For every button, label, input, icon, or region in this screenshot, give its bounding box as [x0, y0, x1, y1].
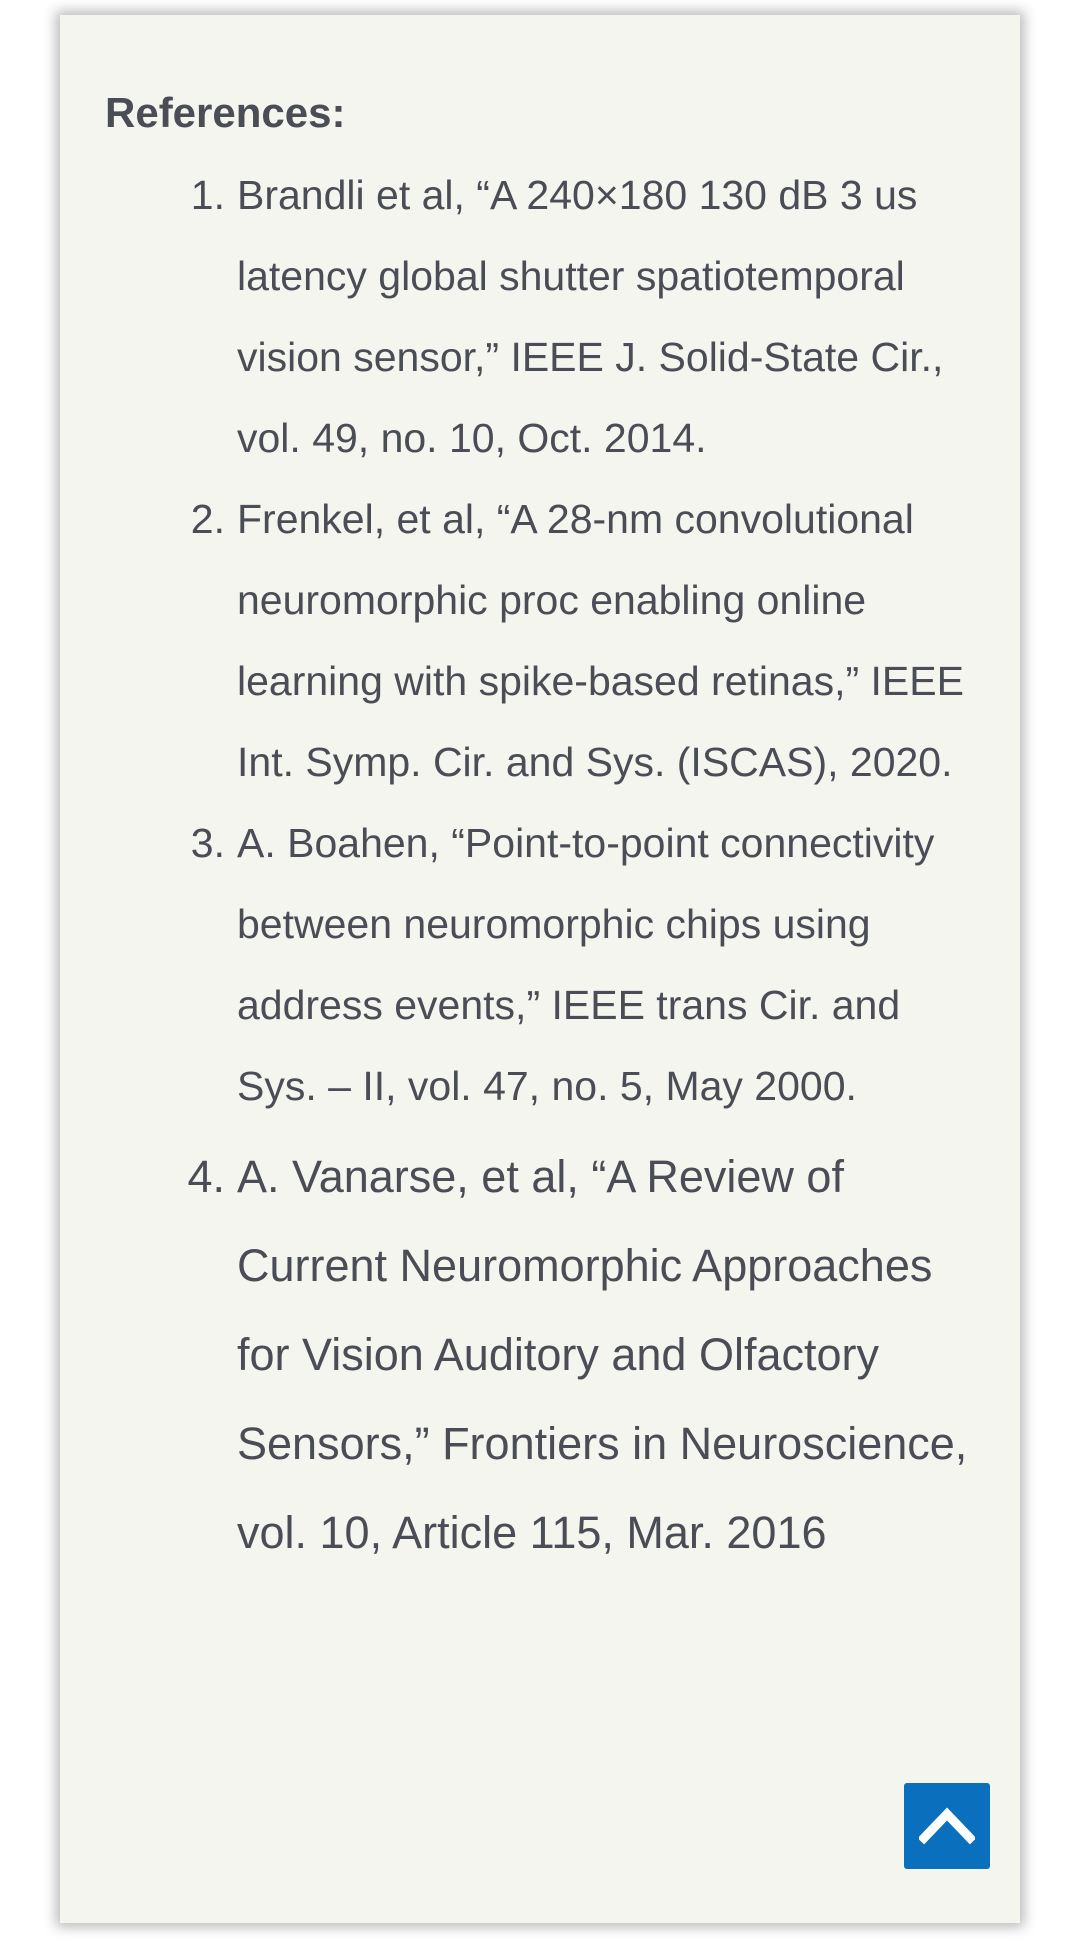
reference-item: [60, 155, 1020, 479]
reference-item: [60, 479, 1020, 803]
reference-number: 4.: [187, 1151, 225, 1202]
reference-number: 2.: [190, 496, 225, 542]
reference-text: A. Boahen, “Point-to-point connectivity between neuromorphic chips using address events,” IEEE trans Cir. and Sys. – II, vol. 47, no. 5, May 2000.: [237, 820, 935, 1109]
reference-number: 3.: [190, 820, 225, 866]
reference-number: 1.: [190, 172, 225, 218]
references-heading: References:: [105, 89, 346, 136]
back-to-top-button[interactable]: [904, 1783, 990, 1869]
references-list: [60, 155, 1020, 1577]
reference-text: Frenkel, et al, “A 28-nm convolutional neuromorphic proc enabling online learning with spike-based retinas,” IEEE Int. Symp. Cir. and Sys. (ISCAS), 2020.: [237, 496, 964, 785]
chevron-up-icon: [919, 1800, 975, 1850]
reference-item: [60, 803, 1020, 1127]
reference-text: A. Vanarse, et al, “A Review of Current Neuromorphic Approaches for Vision Auditory and Olfactory Sensors,” Frontiers in Neuroscience, vol. 10, Article 115, Mar. 2016: [237, 1151, 968, 1558]
references-card: [60, 15, 1020, 1923]
reference-text: Brandli et al, “A 240×180 130 dB 3 us latency global shutter spatiotemporal vision sensor,” IEEE J. Solid-State Cir., vol. 49, no. 10, Oct. 2014.: [237, 172, 944, 461]
reference-item: [60, 1132, 1020, 1577]
